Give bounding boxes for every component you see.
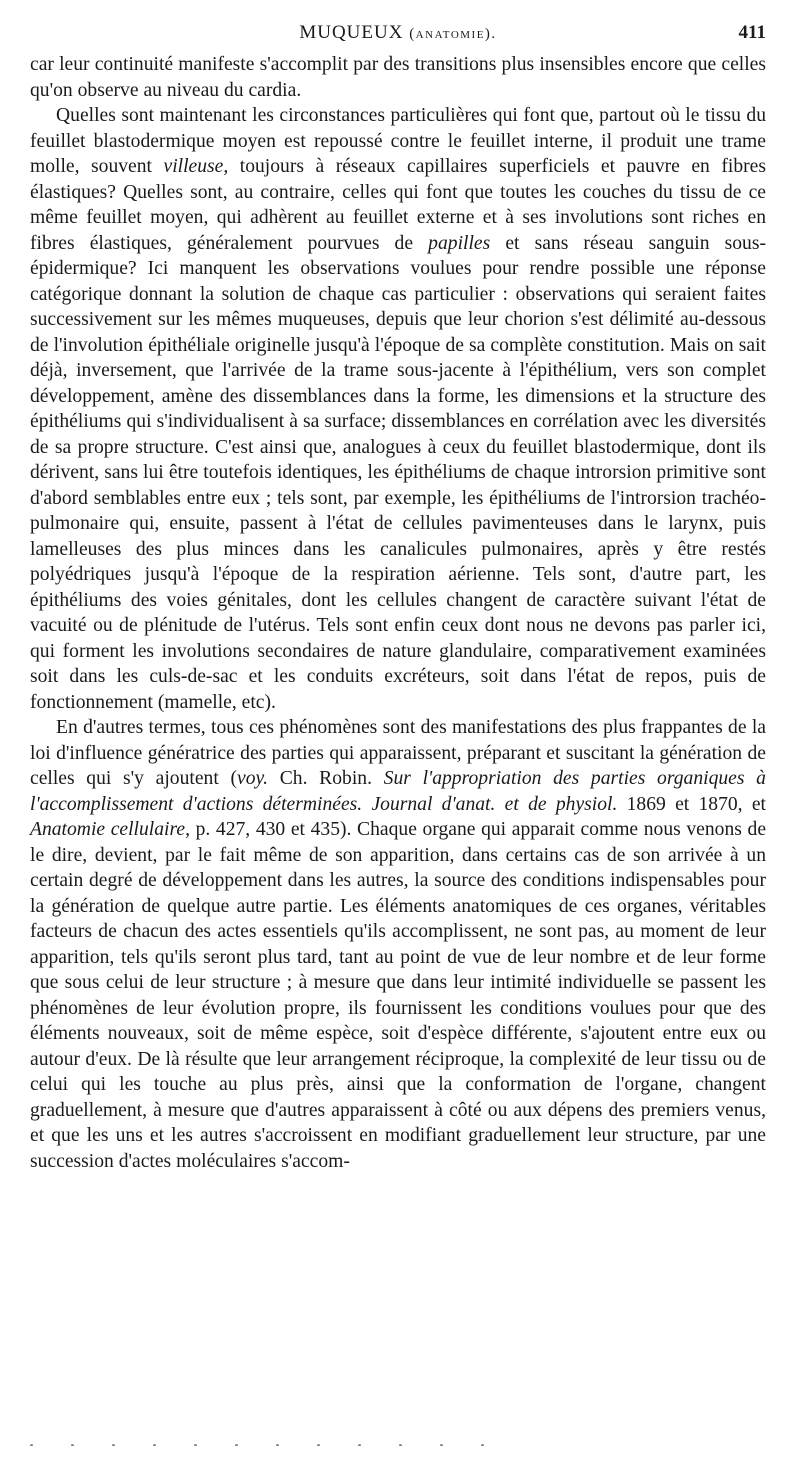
paragraph-2-italic-2: papilles <box>428 232 491 254</box>
running-header <box>30 22 766 52</box>
paragraph-3-italic-2: Sur l'appropriation des parties organiques à l'accomplissement d'actions déterminées. Journal d'anat. et de physiol. <box>30 768 766 815</box>
paragraph-3-text-4: p. 427, 430 et 435). Chaque organe qui apparait comme nous venons de le dire, devient, par le fait même de son apparition, dans certains cas de son arrivée à un certain degré de développement dans les autres, la source des conditions indispensables pour la génération de quelque autre partie. Les éléments anatomiques de ces organes, véritables facteurs de chacun des actes essentiels qu'ils accomplissent, ne sont pas, au moment de leur apparition, tels qu'ils seront plus tard, tant au point de vue de leur nombre et de leur forme que sous celui de leur structure ; à mesure que dans leur intimité individuelle se passent les phénomènes de leur évolution propre, ils fournissent les conditions voulues pour que des éléments nouveaux, soit de même espèce, soit d'espèce différente, s'ajoutent entre eux ou autour d'eux. De là résulte que leur arrangement réciproque, la complexité de leur tissu ou de celui qui les touche au plus près, ainsi que la conformation de l'organe, changent graduellement, à mesure que d'autres apparaissent à côté ou aux dépens des premiers venus, et que les uns et les autres s'accroissent en modifiant graduellement leur structure, par une succession d'actes moléculaires s'accom- <box>30 819 767 1172</box>
paragraph-3-italic-3: Anatomie cellulaire, <box>30 819 190 840</box>
header-title: MUQUEUX <box>299 22 404 43</box>
paragraph-3-italic-1: voy. <box>237 768 269 789</box>
paragraph-2-text-1: Quelles sont maintenant les circonstances particulières qui font que, partout où le tissu du feuillet blastodermique moyen est repoussé contre le feuillet interne, il produit une trame molle, souvent <box>30 105 766 177</box>
paragraph-2-text-3: et sans réseau sanguin sous-épidermique? Ici manquent les observations voulues pour rendre possible une réponse catégorique donnant la solution de chaque cas particulier : observations qui seraient faites successivement sur les mêmes muqueuses, depuis que leur chorion s'est délimité au-dessous de l'involution épithéliale originelle jusqu'à l'époque de sa complète constitution. Mais on sait déjà, inversement, que l'arrivée de la trame sous-jacente à l'épithélium, vers son complet développement, amène des dissemblances dans la forme, les dimensions et la structure des épithéliums qui s'individualisent à sa surface; dissemblances en corrélation avec les diversités de sa propre structure. C'est ainsi que, analogues à ceux du feuillet blastodermique, dont ils dérivent, sans lui être toutefois identiques, les épithéliums de chaque introrsion primitive sont d'abord semblables entre eux ; tels sont, par exemple, les épithéliums de l'introrsion trachéo-pulmonaire qui, ensuite, passent à l'état de cellules pavimenteuses dans le larynx, puis lamelleuses des plus minces dans les canalicules pulmonaires, après y être restés polyédriques jusqu'à l'époque de la respiration aérienne. Tels sont, d'autre part, les épithéliums des voies génitales, dont les cellules changent de caractère suivant l'état de vacuité ou de plénitude de l'utérus. Tels sont enfin ceux dont nous ne devons pas parler ici, qui forment les involutions secondaires de nature glandulaire, comparativement examinées soit dans les culs-de-sac et les conduits excréteurs, soit dans l'état de repos, puis de fonctionnement (mamelle, etc). <box>30 232 766 713</box>
paragraph-2-text-2: toujours à réseaux capillaires superficiels et pauvre en fibres élastiques? Quelles sont, au contraire, celles qui font que toutes les couches du tissu de ce même feuillet moyen, qui adhèrent au feuillet externe et à ses involutions sont riches en fibres élastiques, généralement pourvues de <box>30 156 766 254</box>
page <box>30 22 766 1174</box>
paragraph-2-italic-1: villeuse, <box>163 156 229 177</box>
paragraph-3-text-1: En d'autres termes, tous ces phénomènes sont des manifestations des plus frappantes de la loi d'influence génératrice des parties qui apparaissent, préparant et suscitant la génération de celles qui s'y ajoutent ( <box>30 717 766 789</box>
bleed-through-marks <box>30 1436 550 1446</box>
page-number: 411 <box>738 22 766 43</box>
paragraph-3-text-2: Ch. Robin. <box>268 768 384 789</box>
paragraph-2 <box>30 103 766 715</box>
paragraph-3 <box>30 715 766 1174</box>
running-title <box>30 22 766 44</box>
paragraph-1: car leur continuité manifeste s'accomplit par des transitions plus insensibles encore que celles qu'on observe au niveau du cardia. <box>30 54 766 101</box>
body-text <box>30 52 766 1174</box>
paragraph-3-text-3: 1869 et 1870, et <box>617 793 766 815</box>
header-subtitle: (anatomie). <box>409 26 497 42</box>
